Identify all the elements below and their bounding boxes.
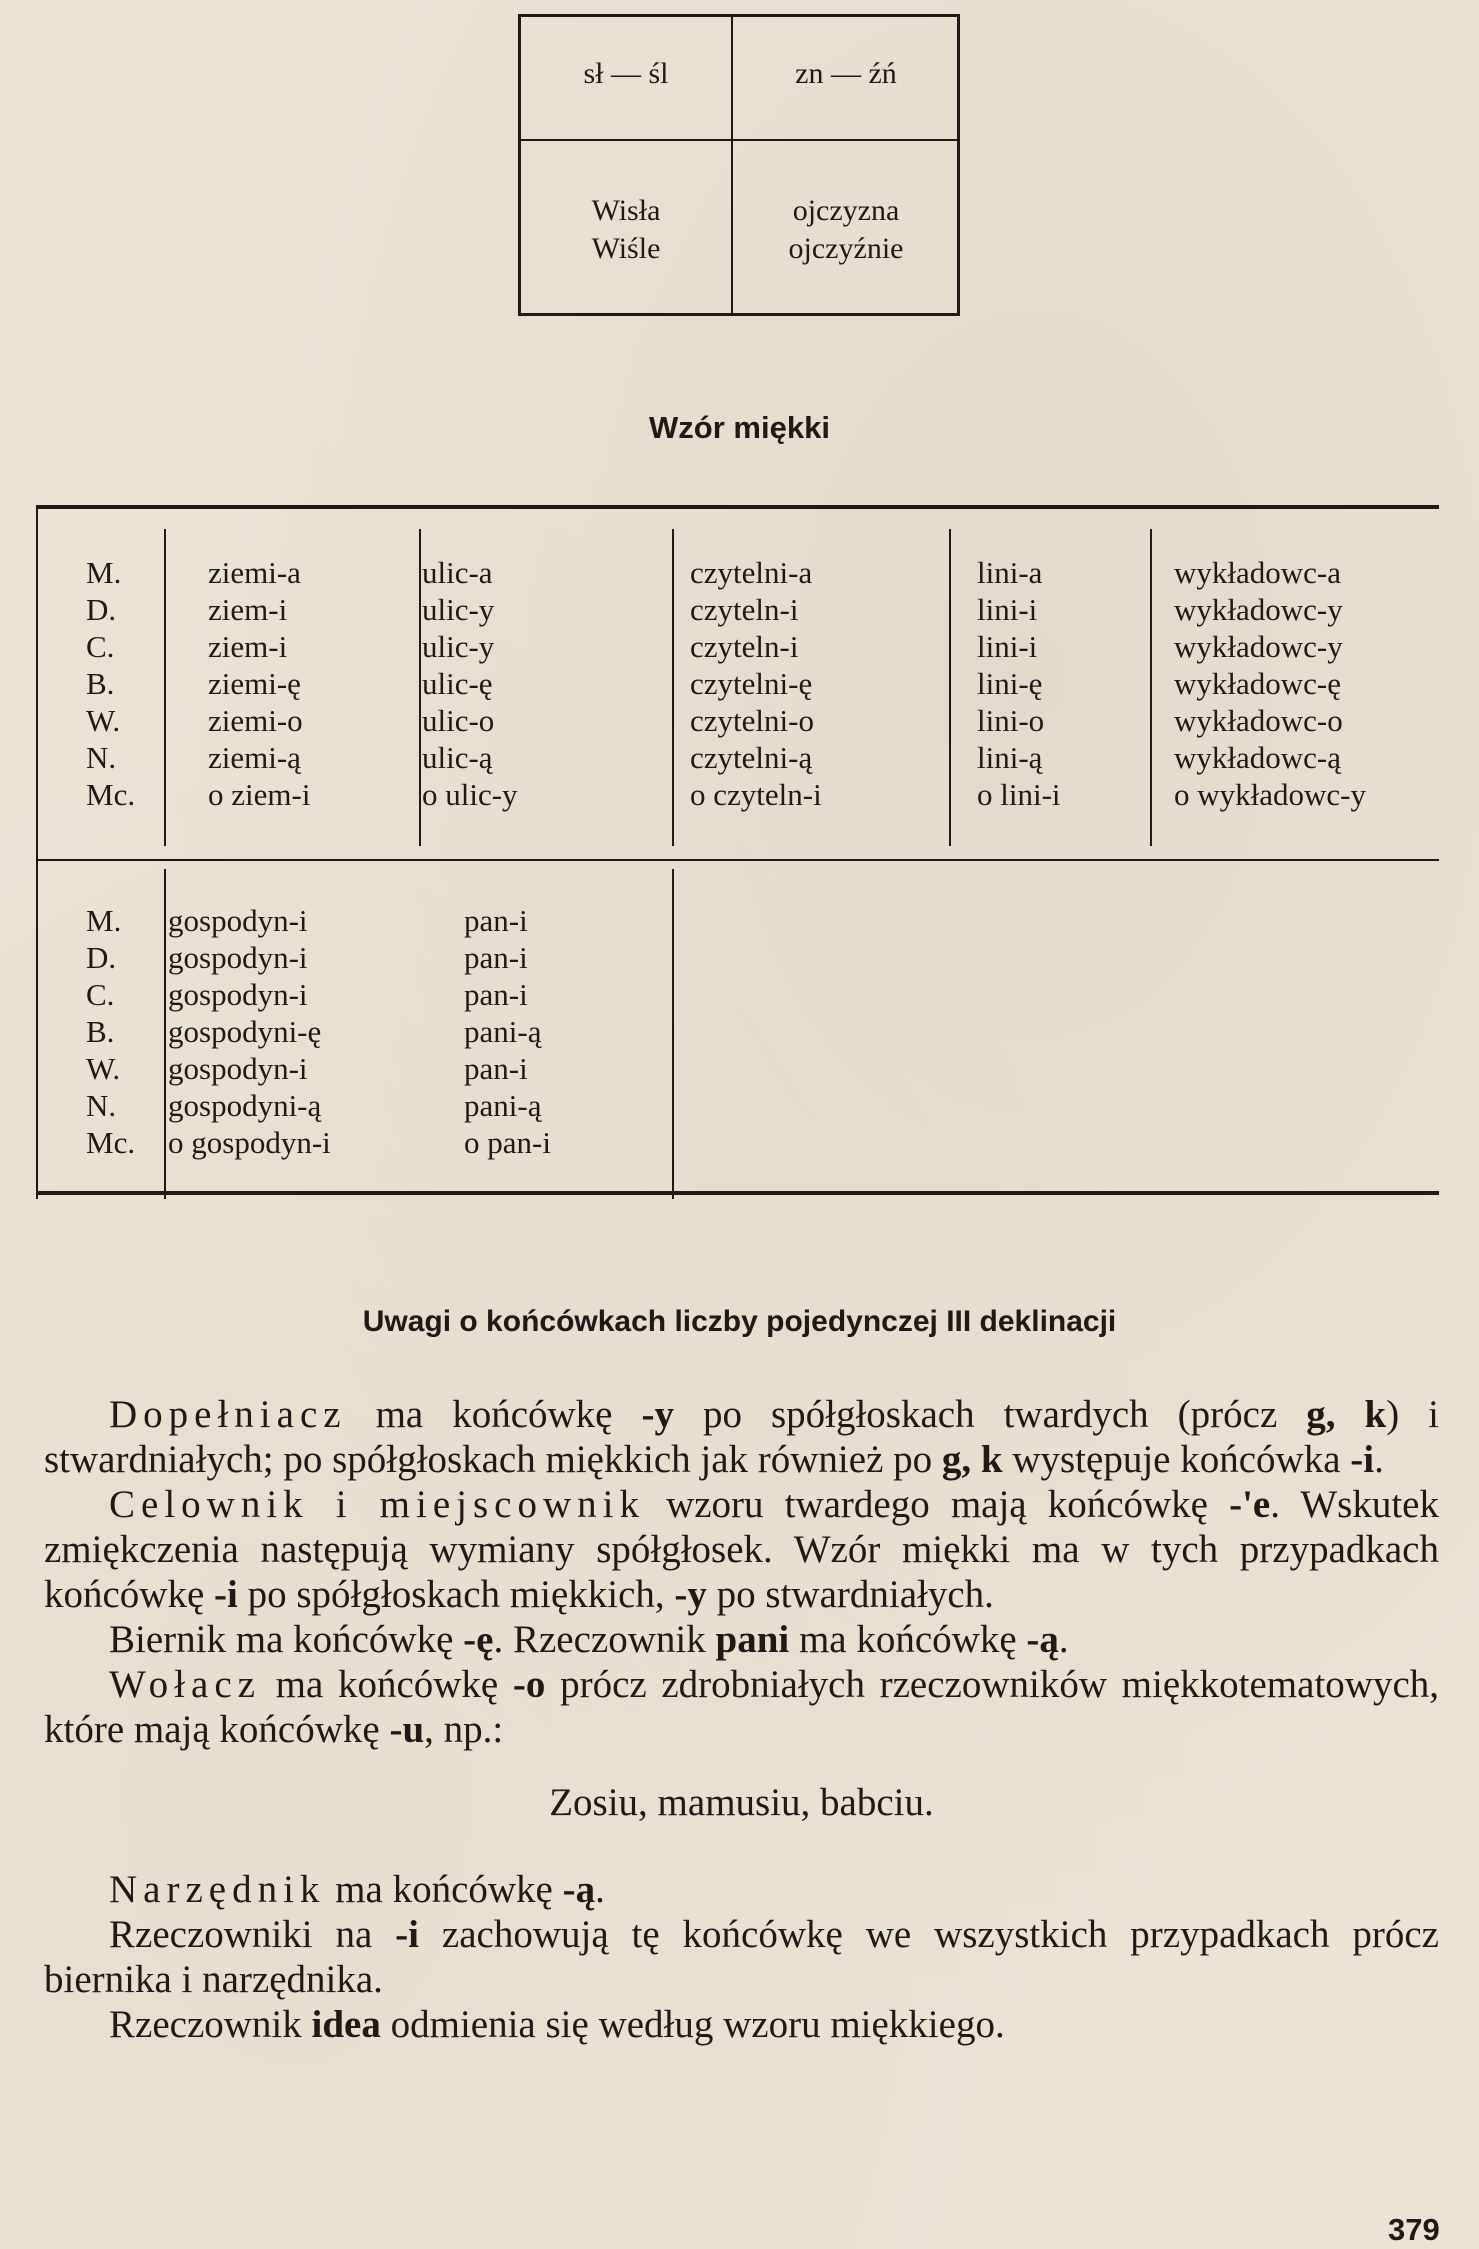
ending: pani xyxy=(715,1618,790,1661)
paradigm-column xyxy=(977,554,1061,813)
word-form: M. xyxy=(86,555,122,590)
ending: -'e xyxy=(1229,1483,1271,1526)
word-form: gospodyni-ą xyxy=(168,1088,322,1123)
case-term: Celownik i miejscownik xyxy=(109,1483,645,1526)
word-form: lini-i xyxy=(977,629,1038,664)
word-form: wykładowc-y xyxy=(1174,629,1343,664)
ending: -ę xyxy=(463,1618,494,1661)
paragraph-instrumental: Narzędnik ma końcówkę -ą. xyxy=(109,1868,605,1911)
paragraph-idea: Rzeczownik idea odmienia się według wzoru miękkiego. xyxy=(109,2003,1005,2046)
soft-pattern-heading: Wzór miękki xyxy=(649,410,830,445)
word-form: ulic-ę xyxy=(422,666,493,701)
word-form: o ulic-y xyxy=(422,777,518,812)
word-form: wykładowc-y xyxy=(1174,592,1343,627)
table-divider xyxy=(949,529,951,846)
table-divider xyxy=(419,529,421,846)
word-form: ziem-i xyxy=(208,629,288,664)
table-divider xyxy=(164,869,166,1199)
word-form: gospodyn-i xyxy=(168,977,308,1012)
word-form: ulic-y xyxy=(422,629,495,664)
case-labels xyxy=(86,554,135,813)
word-form: D. xyxy=(86,940,117,975)
word-form: wykładowc-ę xyxy=(1174,666,1341,701)
case-labels xyxy=(86,902,135,1161)
word-form: pan-i xyxy=(464,977,528,1012)
word-form: czytelni-o xyxy=(690,703,814,738)
ending: -y xyxy=(674,1573,707,1616)
word-form: ojczyźnie xyxy=(788,232,904,265)
word-form: lini-ą xyxy=(977,740,1043,775)
word-form: ulic-ą xyxy=(422,740,493,775)
word-form: C. xyxy=(86,977,115,1012)
word-form: lini-o xyxy=(977,703,1045,738)
word-form: ulic-y xyxy=(422,592,495,627)
consonant-alternation-table xyxy=(518,14,960,316)
paragraph-i-nouns: Rzeczowniki na -i zachowują tę końcówkę we wszystkich przypadkach prócz biernika i narzędnika. xyxy=(44,1913,1439,2001)
ending: g, k xyxy=(941,1438,1003,1481)
ending: -o xyxy=(512,1663,546,1706)
word-form: o pan-i xyxy=(464,1125,551,1160)
word-form: N. xyxy=(86,740,117,775)
paragraph-vocative: Wołacz ma końcówkę -o prócz zdrobniałych rzeczowników miękkotematowych, które mają końcówkę -u, np.: xyxy=(44,1663,1440,1751)
paragraph-dative-locative: Celownik i miejscownik wzoru twardego mają końcówkę -'e. Wskutek zmiękczenia następują wymiany spółgłosek. Wzór miękki ma w tych przypadkach końcówkę -i po spółgłoskach miękkich, -y po stwardniałych. xyxy=(44,1483,1439,1616)
paradigm-column xyxy=(464,902,551,1161)
word-form: ziemi-o xyxy=(208,703,303,738)
word-form: gospodyn-i xyxy=(168,903,308,938)
page-number: 379 xyxy=(1388,2212,1440,2247)
word-form: Wiśle xyxy=(591,232,661,265)
word-form: ulic-a xyxy=(422,555,493,590)
word-form: ulic-o xyxy=(422,703,495,738)
word-form: Wisła xyxy=(591,194,661,227)
word-form: czytelni-ę xyxy=(690,666,813,701)
table-cell xyxy=(733,192,959,268)
table-divider xyxy=(164,529,166,846)
word-form: C. xyxy=(86,629,115,664)
word-form: ziem-i xyxy=(208,592,288,627)
ending: g, k xyxy=(1306,1393,1387,1436)
word-form: lini-ę xyxy=(977,666,1043,701)
word-form: B. xyxy=(86,666,115,701)
case-term: Wołacz xyxy=(109,1663,261,1706)
paragraph-genitive: Dopełniacz ma końcówkę -y po spółgłoskach twardych (prócz g, k) i stwardniałych; po spółgłoskach miękkich jak również po g, k występuje końcówka -i. xyxy=(44,1393,1439,1481)
word-form: W. xyxy=(86,1051,121,1086)
word-form: czyteln-i xyxy=(690,629,799,664)
word-form: pan-i xyxy=(464,903,528,938)
word-form: wykładowc-ą xyxy=(1174,740,1341,775)
word-form: czyteln-i xyxy=(690,592,799,627)
word-form: czytelni-ą xyxy=(690,740,813,775)
table-header: zn — źń xyxy=(795,57,897,90)
word-form: D. xyxy=(86,592,117,627)
word-form: ziemi-ę xyxy=(208,666,301,701)
ending: -i xyxy=(1350,1438,1375,1481)
declension-table xyxy=(36,505,1439,1195)
ending: -y xyxy=(641,1393,674,1436)
word-form: pan-i xyxy=(464,940,528,975)
paradigm-column xyxy=(690,554,822,813)
word-form: M. xyxy=(86,903,122,938)
word-form: W. xyxy=(86,703,121,738)
ending: idea xyxy=(311,2003,381,2046)
table-divider xyxy=(521,139,957,141)
paradigm-column xyxy=(1174,554,1366,813)
word-form: wykładowc-o xyxy=(1174,703,1343,738)
word-form: ziemi-ą xyxy=(208,740,301,775)
word-form: gospodyn-i xyxy=(168,940,308,975)
table-divider xyxy=(672,869,674,1199)
paradigm-column xyxy=(422,554,518,813)
notes-heading: Uwagi o końcówkach liczby pojedynczej III deklinacji xyxy=(362,1305,1117,1338)
table-divider xyxy=(672,529,674,846)
ending: -ą xyxy=(562,1868,596,1911)
word-form: o ziem-i xyxy=(208,777,311,812)
word-form: gospodyni-ę xyxy=(168,1014,322,1049)
word-form: o czyteln-i xyxy=(690,777,822,812)
example-line: Zosiu, mamusiu, babciu. xyxy=(549,1781,934,1824)
word-form: czytelni-a xyxy=(690,555,813,590)
table-cell xyxy=(521,192,731,268)
word-form: Mc. xyxy=(86,1125,136,1160)
word-form: lini-i xyxy=(977,592,1038,627)
case-term: Dopełniacz xyxy=(109,1393,347,1436)
paradigm-column xyxy=(168,902,331,1161)
word-form: Mc. xyxy=(86,777,136,812)
word-form: o wykładowc-y xyxy=(1174,777,1366,812)
word-form: gospodyn-i xyxy=(168,1051,308,1086)
ending: -i xyxy=(214,1573,238,1616)
table-divider xyxy=(1150,529,1152,846)
ending: -ą xyxy=(1026,1618,1059,1661)
paradigm-column xyxy=(208,554,310,813)
word-form: pani-ą xyxy=(464,1088,542,1123)
table-divider xyxy=(36,509,38,1199)
word-form: pan-i xyxy=(464,1051,528,1086)
word-form: o lini-i xyxy=(977,777,1061,812)
word-form: ziemi-a xyxy=(208,555,301,590)
word-form: wykładowc-a xyxy=(1174,555,1341,590)
word-form: lini-a xyxy=(977,555,1043,590)
table-divider xyxy=(36,859,1439,861)
word-form: B. xyxy=(86,1014,115,1049)
word-form: o gospodyn-i xyxy=(168,1125,331,1160)
word-form: pani-ą xyxy=(464,1014,542,1049)
ending: -u xyxy=(389,1708,425,1751)
word-form: ojczyzna xyxy=(792,194,900,227)
ending: -i xyxy=(395,1913,419,1956)
word-form: N. xyxy=(86,1088,117,1123)
case-term: Narzędnik xyxy=(109,1868,326,1911)
notes-text xyxy=(44,1392,1439,2047)
paragraph-accusative: Biernik ma końcówkę -ę. Rzeczownik pani ma końcówkę -ą. xyxy=(109,1618,1069,1661)
table-header: sł — śl xyxy=(583,57,669,90)
